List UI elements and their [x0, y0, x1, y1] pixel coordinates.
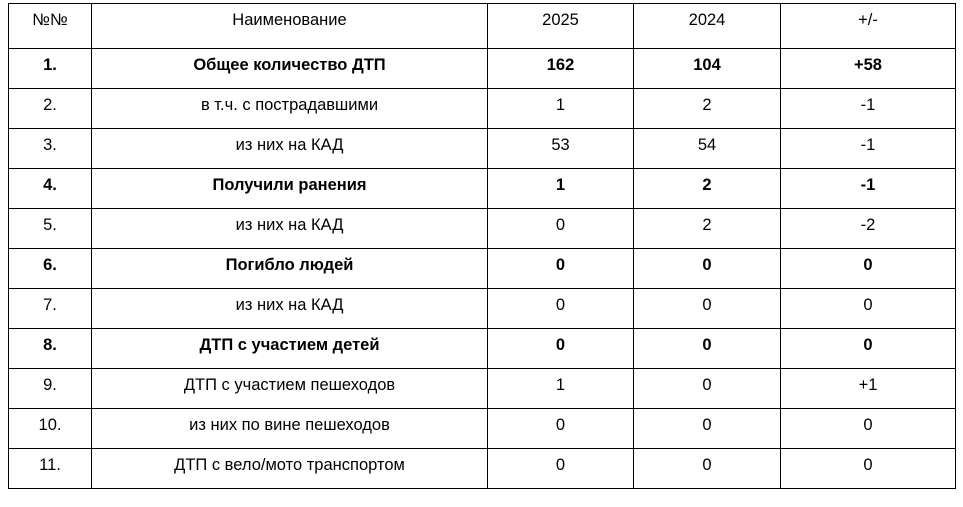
- row-name: из них на КАД: [92, 289, 488, 329]
- header-year-2024: 2024: [634, 4, 781, 49]
- row-number: 11.: [9, 449, 92, 489]
- row-value-2025: 0: [488, 329, 634, 369]
- header-name: Наименование: [92, 4, 488, 49]
- row-name: Общее количество ДТП: [92, 49, 488, 89]
- row-number: 4.: [9, 169, 92, 209]
- row-value-2024: 0: [634, 329, 781, 369]
- row-difference: 0: [781, 409, 956, 449]
- table-header-row: [9, 4, 956, 49]
- table-body: [9, 4, 956, 489]
- row-value-2024: 0: [634, 369, 781, 409]
- row-name: из них по вине пешеходов: [92, 409, 488, 449]
- row-value-2025: 162: [488, 49, 634, 89]
- table-row: [9, 89, 956, 129]
- row-value-2024: 0: [634, 289, 781, 329]
- row-value-2025: 1: [488, 89, 634, 129]
- row-value-2025: 0: [488, 409, 634, 449]
- table-row: [9, 49, 956, 89]
- row-value-2024: 2: [634, 169, 781, 209]
- row-difference: +58: [781, 49, 956, 89]
- table-row: [9, 169, 956, 209]
- table-row: [9, 289, 956, 329]
- row-value-2025: 1: [488, 369, 634, 409]
- row-number: 7.: [9, 289, 92, 329]
- row-value-2024: 0: [634, 409, 781, 449]
- row-value-2025: 53: [488, 129, 634, 169]
- row-value-2024: 54: [634, 129, 781, 169]
- table-row: [9, 249, 956, 289]
- row-name: в т.ч. с пострадавшими: [92, 89, 488, 129]
- table-row: [9, 209, 956, 249]
- row-value-2025: 0: [488, 289, 634, 329]
- table-row: [9, 409, 956, 449]
- row-difference: -1: [781, 169, 956, 209]
- row-name: ДТП с вело/мото транспортом: [92, 449, 488, 489]
- row-number: 6.: [9, 249, 92, 289]
- header-year-2025: 2025: [488, 4, 634, 49]
- row-name: из них на КАД: [92, 129, 488, 169]
- row-number: 8.: [9, 329, 92, 369]
- row-value-2025: 0: [488, 449, 634, 489]
- row-number: 9.: [9, 369, 92, 409]
- row-number: 3.: [9, 129, 92, 169]
- row-value-2024: 0: [634, 449, 781, 489]
- row-name: ДТП с участием детей: [92, 329, 488, 369]
- statistics-table: [8, 3, 956, 489]
- row-name: ДТП с участием пешеходов: [92, 369, 488, 409]
- header-difference: +/-: [781, 4, 956, 49]
- row-name: Погибло людей: [92, 249, 488, 289]
- table-row: [9, 449, 956, 489]
- row-difference: 0: [781, 289, 956, 329]
- row-value-2025: 0: [488, 249, 634, 289]
- row-value-2025: 0: [488, 209, 634, 249]
- row-name: из них на КАД: [92, 209, 488, 249]
- row-name: Получили ранения: [92, 169, 488, 209]
- row-difference: 0: [781, 449, 956, 489]
- row-number: 1.: [9, 49, 92, 89]
- table-row: [9, 369, 956, 409]
- row-difference: -2: [781, 209, 956, 249]
- header-number: №№: [9, 4, 92, 49]
- row-value-2024: 0: [634, 249, 781, 289]
- row-number: 10.: [9, 409, 92, 449]
- row-value-2024: 2: [634, 89, 781, 129]
- row-number: 5.: [9, 209, 92, 249]
- row-difference: +1: [781, 369, 956, 409]
- row-value-2025: 1: [488, 169, 634, 209]
- row-difference: 0: [781, 329, 956, 369]
- table-row: [9, 329, 956, 369]
- row-number: 2.: [9, 89, 92, 129]
- row-value-2024: 104: [634, 49, 781, 89]
- table-row: [9, 129, 956, 169]
- row-value-2024: 2: [634, 209, 781, 249]
- row-difference: -1: [781, 89, 956, 129]
- row-difference: 0: [781, 249, 956, 289]
- row-difference: -1: [781, 129, 956, 169]
